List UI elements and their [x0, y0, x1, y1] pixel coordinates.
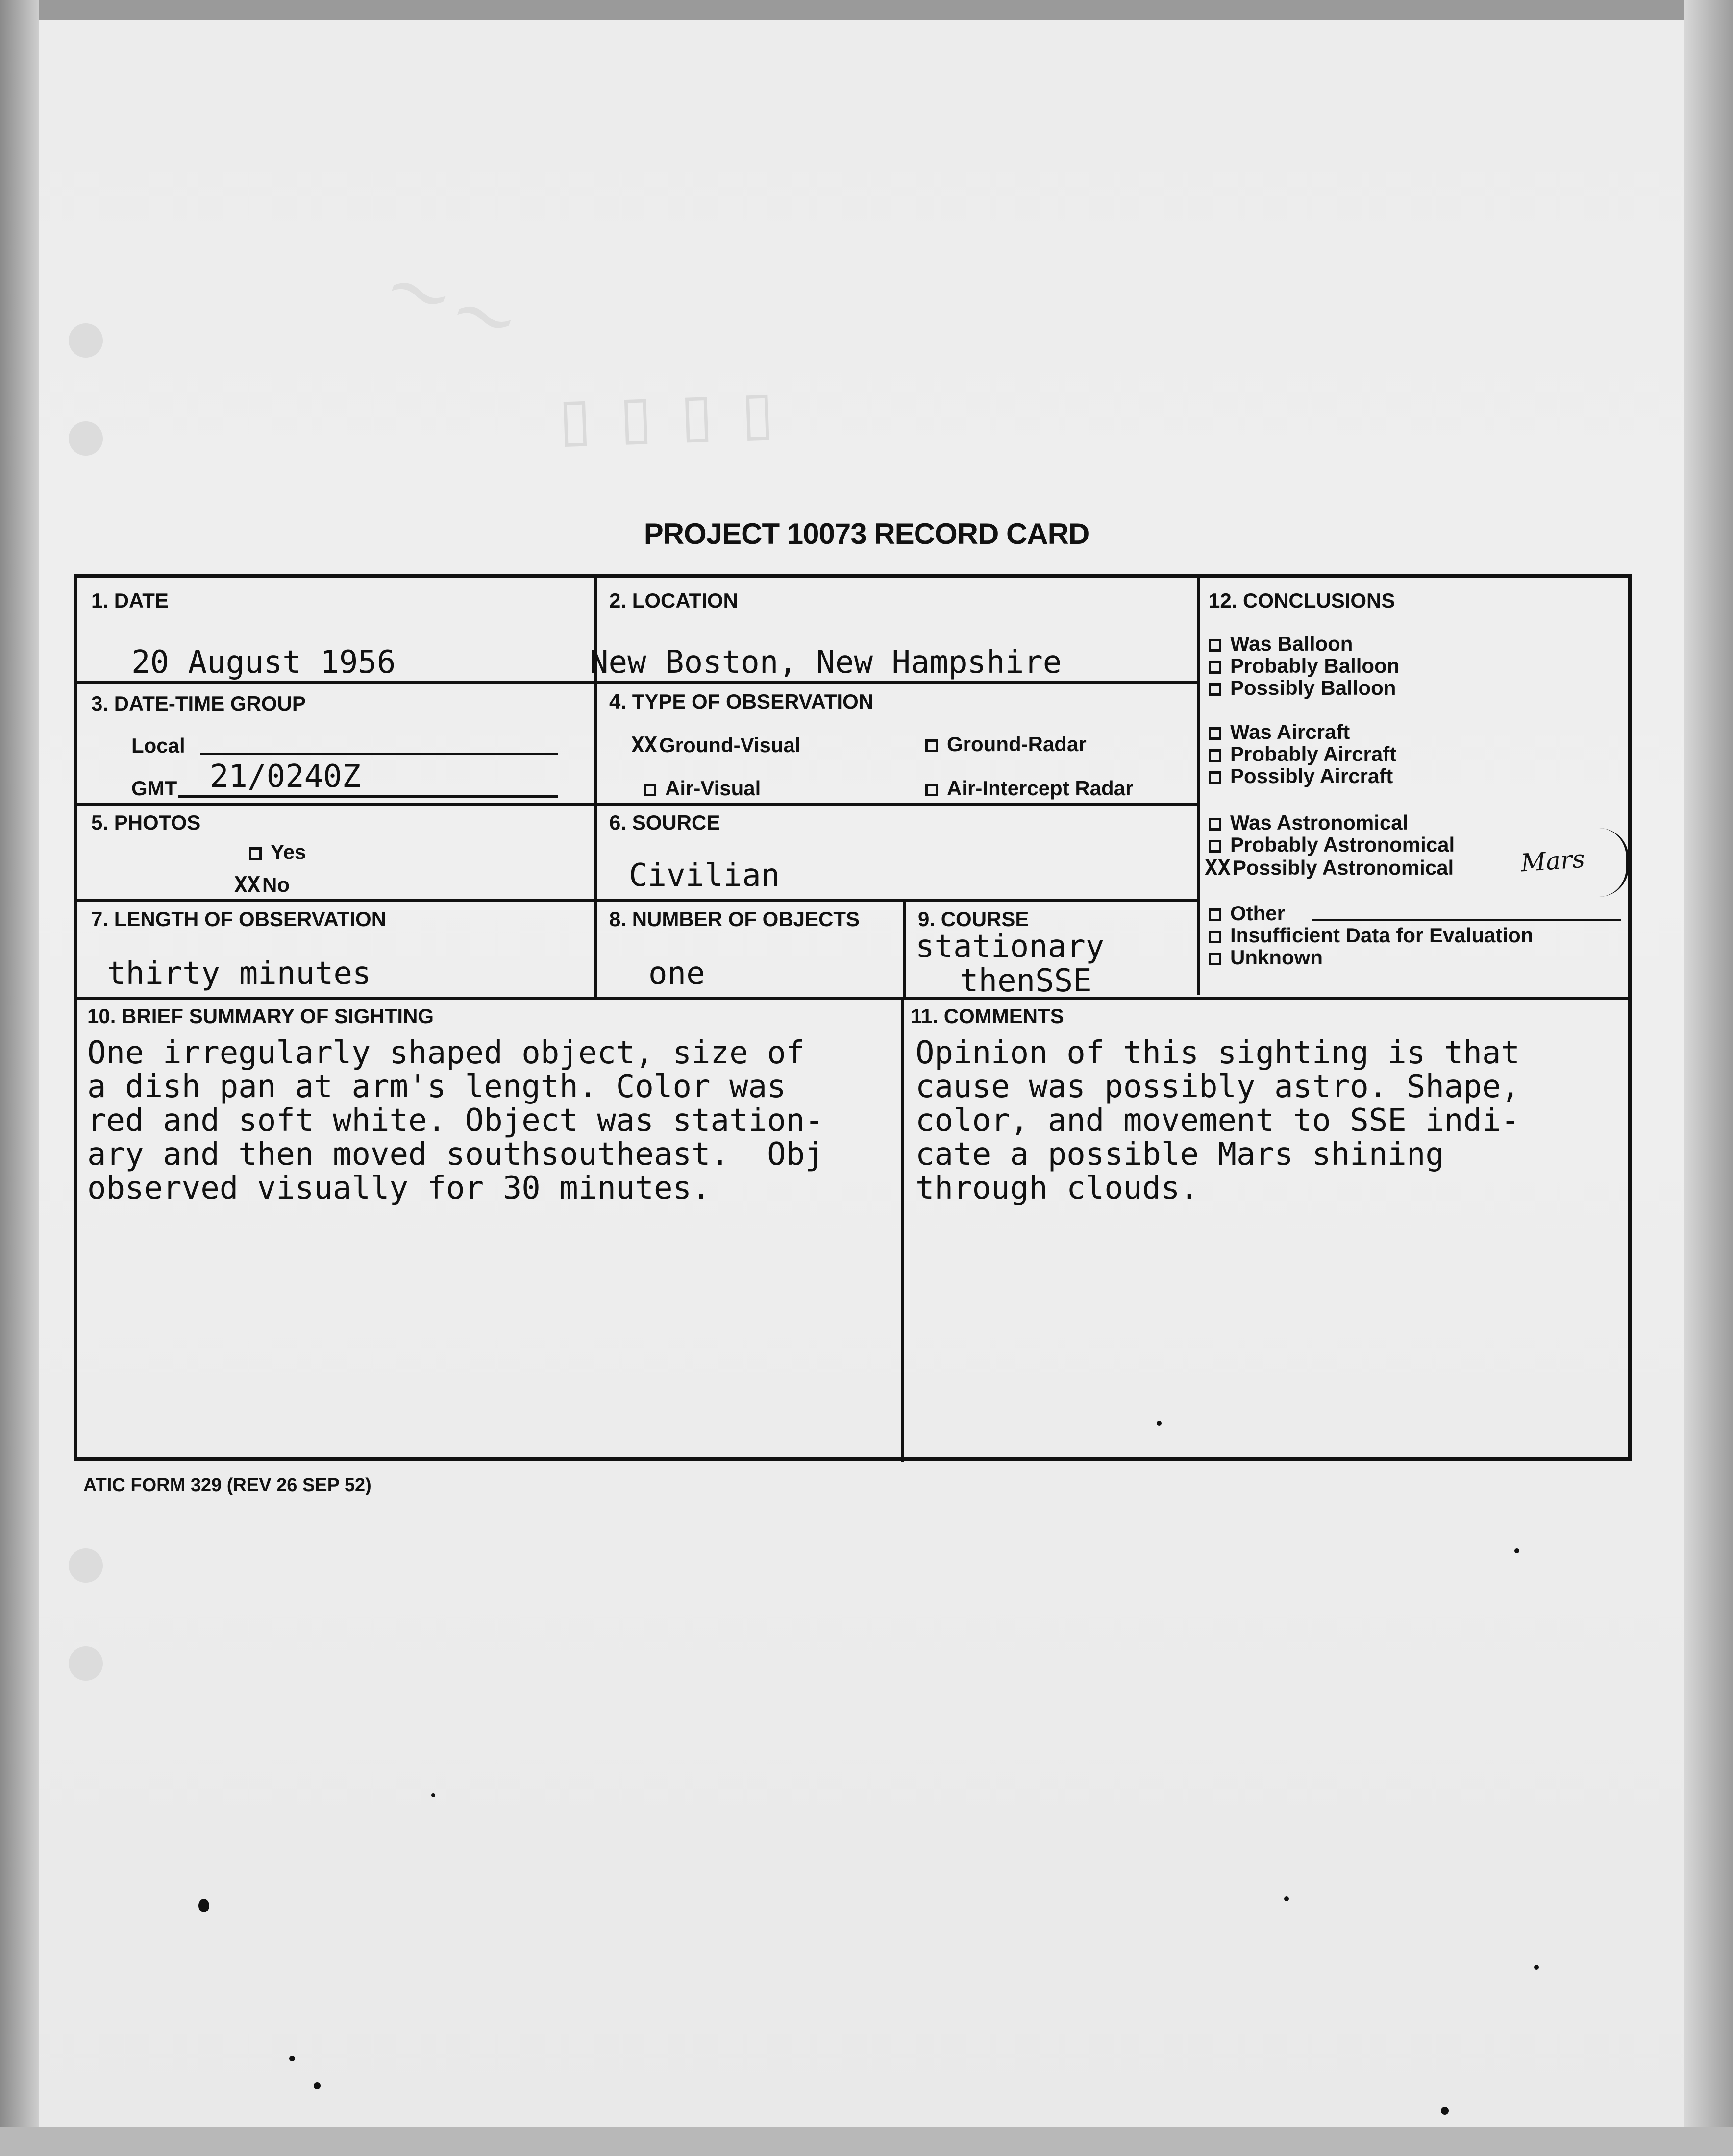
other-field-line: [1312, 919, 1621, 921]
divider-row1: [77, 681, 1200, 684]
conclusions-label: 12. CONCLUSIONS: [1209, 589, 1395, 612]
bleed-through-mark: ~~: [370, 234, 535, 373]
number-of-objects-label: 8. NUMBER OF OBJECTS: [609, 907, 860, 931]
option-air-intercept-radar: [925, 777, 1133, 800]
option-probably-astronomical: [1209, 833, 1455, 857]
checkbox-icon: [1209, 840, 1221, 853]
comments-text: [916, 1036, 1520, 1205]
comments-line: through clouds.: [916, 1170, 1199, 1206]
checkbox-icon: [1209, 639, 1221, 652]
gmt-field-line: [178, 795, 558, 798]
option-label: Was Balloon: [1230, 632, 1353, 655]
option-label: Possibly Aircraft: [1230, 764, 1393, 787]
handwritten-mars-note: Mars: [1520, 844, 1586, 878]
summary-line: One irregularly shaped object, size of: [87, 1035, 805, 1071]
option-label: Yes: [271, 840, 306, 863]
divider-summary: [901, 999, 904, 1462]
comments-line: Opinion of this sighting is that: [916, 1035, 1520, 1071]
gmt-value: 21/0240Z: [210, 759, 361, 795]
scan-speck: [1534, 1965, 1539, 1970]
course-value-line1: stationary: [916, 929, 1105, 965]
scan-speck: [314, 2082, 321, 2089]
checkbox-icon: [644, 784, 656, 796]
record-card: [74, 574, 1632, 1461]
scan-border-right: [1684, 0, 1733, 2156]
comments-label: 11. COMMENTS: [911, 1004, 1064, 1028]
checkbox-icon: [1209, 931, 1221, 943]
option-other: [1209, 902, 1285, 925]
length-of-observation-label: 7. LENGTH OF OBSERVATION: [91, 907, 387, 931]
option-label: Was Astronomical: [1230, 811, 1409, 834]
local-label: Local: [131, 734, 185, 757]
scan-speck: [1514, 1548, 1519, 1553]
scan-speck: [289, 2056, 295, 2061]
punch-hole: [69, 1646, 103, 1681]
option-probably-balloon: [1209, 654, 1399, 678]
comments-line: cause was possibly astro. Shape,: [916, 1069, 1520, 1105]
checkbox-icon: [1209, 661, 1221, 674]
punch-hole: [69, 1548, 103, 1583]
option-air-visual: [644, 777, 761, 800]
option-ground-radar: [925, 733, 1087, 756]
scan-speck: [1284, 1896, 1289, 1901]
comments-line: cate a possible Mars shining: [916, 1136, 1444, 1173]
scan-border-left: [0, 0, 39, 2156]
local-field-line: [200, 753, 558, 755]
option-label: Other: [1230, 902, 1286, 925]
type-of-observation-label: 4. TYPE OF OBSERVATION: [609, 690, 874, 713]
summary-line: a dish pan at arm's length. Color was: [87, 1069, 786, 1105]
option-photos-no: [234, 872, 290, 897]
summary-label: 10. BRIEF SUMMARY OF SIGHTING: [87, 1004, 434, 1028]
card-title: PROJECT 10073 RECORD CARD: [644, 517, 1089, 550]
location-label: 2. LOCATION: [609, 589, 738, 612]
option-label: Probably Aircraft: [1230, 742, 1397, 765]
location-value: New Boston, New Hampshire: [590, 644, 1062, 681]
divider-col1: [594, 578, 597, 1000]
date-time-group-label: 3. DATE-TIME GROUP: [91, 692, 306, 715]
number-of-objects-value: one: [648, 956, 705, 992]
scan-border-bottom: [0, 2127, 1733, 2156]
option-label: Possibly Balloon: [1230, 676, 1396, 699]
checkbox-icon: [1209, 818, 1221, 831]
option-label: Ground-Visual: [659, 734, 801, 757]
option-possibly-astronomical: [1205, 855, 1454, 880]
punch-hole: [69, 323, 103, 358]
option-was-aircraft: [1209, 720, 1350, 744]
checkbox-icon: [1209, 749, 1221, 762]
option-label: Unknown: [1230, 946, 1323, 969]
course-value-line2: thenSSE: [960, 963, 1092, 999]
course-label: 9. COURSE: [918, 907, 1029, 931]
option-label: Was Aircraft: [1230, 720, 1350, 743]
option-label: No: [262, 873, 290, 896]
checkbox-icon: [925, 739, 938, 752]
scan-speck: [1157, 1421, 1162, 1426]
option-possibly-aircraft: [1209, 764, 1393, 788]
divider-conclusions: [1197, 578, 1200, 995]
summary-line: red and soft white. Object was station-: [87, 1102, 824, 1139]
bleed-through-stamp: ▯ ▯ ▯ ▯: [557, 378, 780, 454]
scan-border-top: [0, 0, 1733, 20]
option-ground-visual: [631, 733, 801, 758]
option-label: Probably Balloon: [1230, 654, 1400, 677]
option-label: Air-Visual: [665, 777, 761, 800]
checkbox-icon: [925, 784, 938, 796]
comments-line: color, and movement to SSE indi-: [916, 1102, 1520, 1139]
option-insufficient-data: [1209, 924, 1533, 947]
gmt-label: GMT: [131, 777, 177, 800]
check-mark: XX: [631, 733, 657, 758]
divider-row3: [77, 899, 1200, 902]
checkbox-icon: [1209, 771, 1221, 784]
source-label: 6. SOURCE: [609, 811, 720, 834]
option-label: Air-Intercept Radar: [947, 777, 1134, 800]
scan-speck: [1441, 2107, 1449, 2115]
checkbox-icon: [1209, 908, 1221, 921]
option-photos-yes: [249, 840, 306, 864]
option-unknown: [1209, 946, 1323, 969]
divider-row4: [77, 997, 1631, 1000]
checkbox-icon: [1209, 953, 1221, 965]
summary-text: [87, 1036, 824, 1205]
summary-line: ary and then moved southsoutheast. Obj: [87, 1136, 824, 1173]
checkbox-icon: [249, 847, 262, 860]
date-label: 1. DATE: [91, 589, 169, 612]
option-label: Ground-Radar: [947, 733, 1087, 756]
option-label: Insufficient Data for Evaluation: [1230, 924, 1534, 947]
option-possibly-balloon: [1209, 676, 1396, 700]
length-of-observation-value: thirty minutes: [107, 956, 371, 992]
form-number: ATIC FORM 329 (REV 26 SEP 52): [83, 1475, 371, 1495]
source-value: Civilian: [629, 858, 780, 894]
check-mark: XX: [1205, 855, 1231, 880]
divider-col-course: [903, 901, 906, 999]
option-probably-aircraft: [1209, 742, 1396, 766]
summary-line: observed visually for 30 minutes.: [87, 1170, 711, 1206]
checkbox-icon: [1209, 683, 1221, 696]
option-was-astronomical: [1209, 811, 1408, 834]
divider-row2: [77, 803, 1200, 806]
option-label: Probably Astronomical: [1230, 833, 1455, 856]
check-mark: XX: [234, 872, 260, 897]
option-label: Possibly Astronomical: [1232, 856, 1454, 879]
scan-speck: [431, 1793, 435, 1797]
checkbox-icon: [1209, 727, 1221, 740]
scan-speck: [198, 1899, 209, 1912]
punch-hole: [69, 421, 103, 456]
option-was-balloon: [1209, 632, 1353, 656]
photos-label: 5. PHOTOS: [91, 811, 201, 834]
date-value: 20 August 1956: [131, 644, 396, 681]
handwritten-bracket: [1587, 828, 1629, 897]
